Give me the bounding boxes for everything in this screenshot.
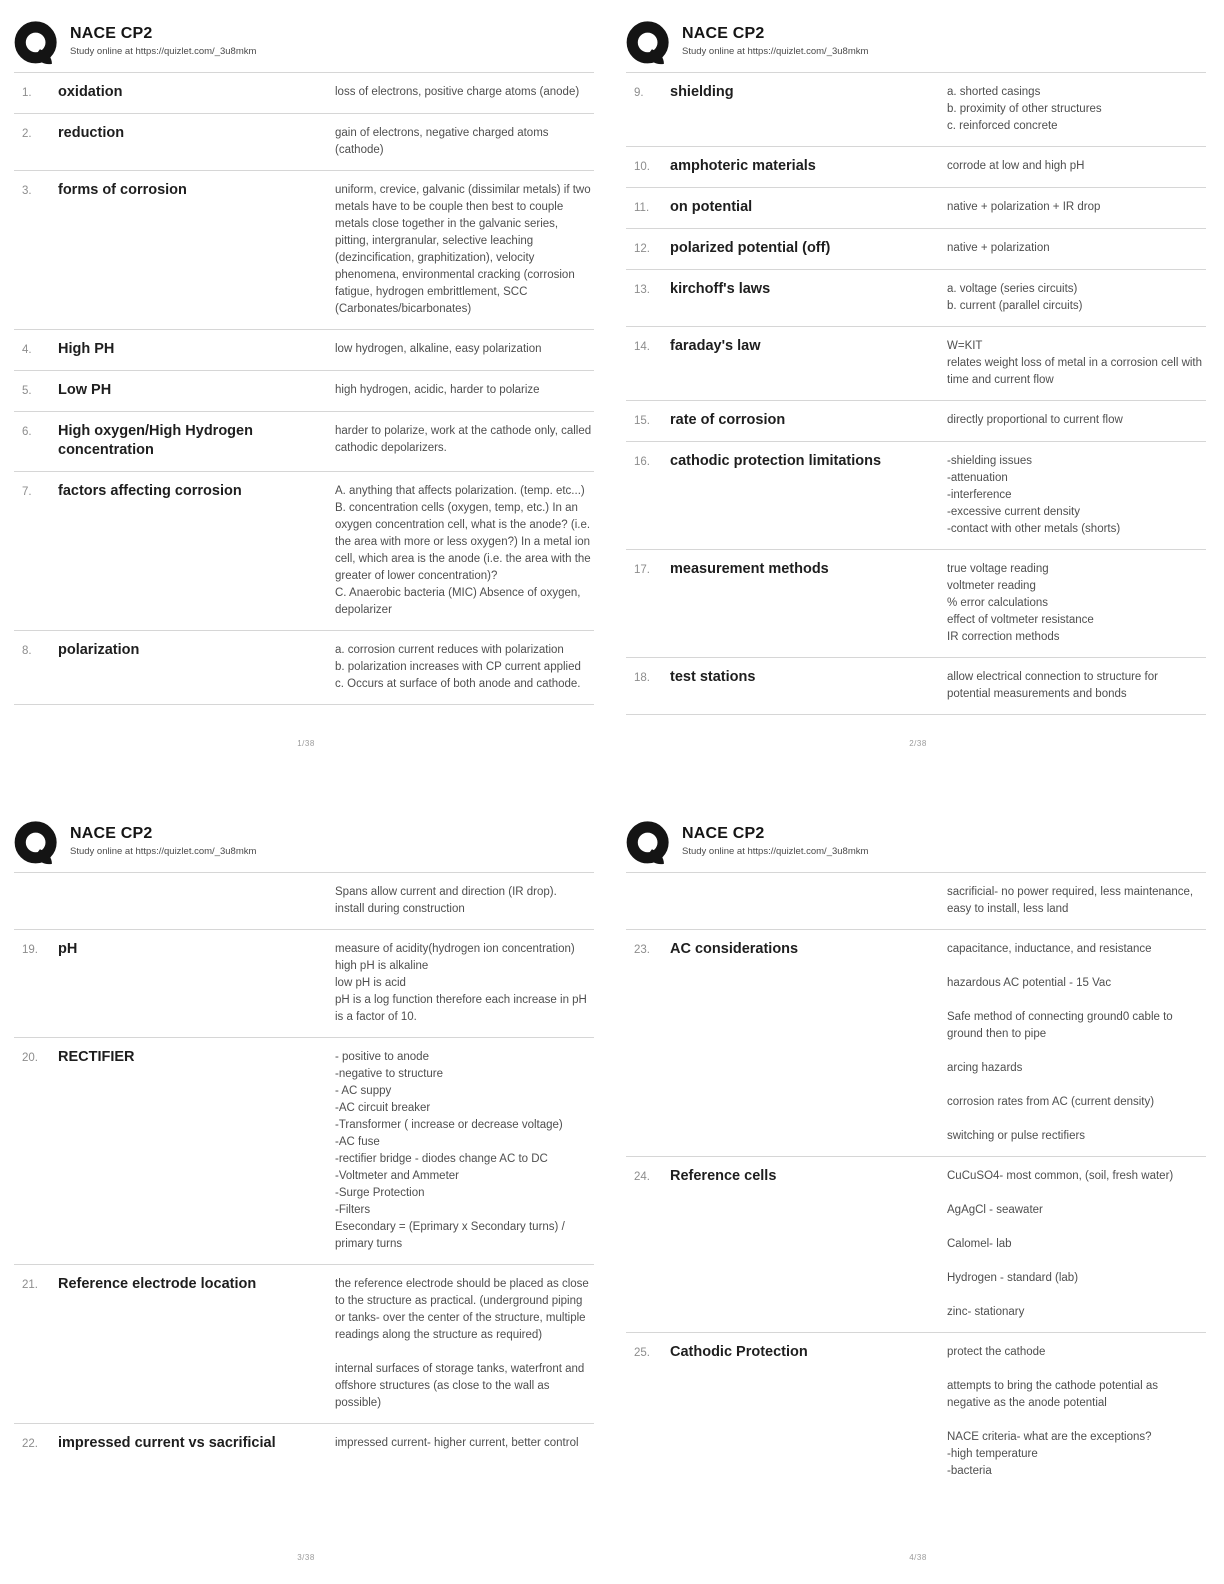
- term-number: 11.: [634, 202, 650, 214]
- term-text: oxidation: [58, 84, 123, 100]
- term-text: polarization: [58, 642, 140, 658]
- definition-line: install during construction: [335, 903, 465, 915]
- flashcard-row: [626, 929, 1206, 1156]
- flashcard-row: [14, 113, 594, 170]
- page-number: 1/38: [297, 739, 315, 748]
- flashcard-row: [626, 441, 1206, 549]
- flashcard-row: [626, 1156, 1206, 1332]
- definition-text: [335, 482, 592, 619]
- definition-text: [947, 668, 1204, 703]
- definition-gap: [947, 1185, 1204, 1202]
- set-title: NACE CP2: [70, 825, 153, 842]
- page-3: [0, 792, 612, 1584]
- definition-text: [947, 1343, 1204, 1480]
- set-title: NACE CP2: [682, 825, 765, 842]
- term-text: amphoteric materials: [670, 158, 816, 174]
- definition-line: native + polarization: [947, 242, 1050, 254]
- definition-text: [947, 411, 1204, 430]
- term-text: forms of corrosion: [58, 182, 187, 198]
- definition-text: [335, 1048, 592, 1253]
- definition-line: c. Occurs at surface of both anode and cathode.: [335, 678, 581, 690]
- definition-text: [947, 337, 1204, 389]
- definition-gap: [947, 1287, 1204, 1304]
- definition-line: high hydrogen, acidic, harder to polarize: [335, 384, 540, 396]
- flashcard-row: [626, 400, 1206, 441]
- definition-text: [947, 1167, 1204, 1321]
- term-text: pH: [58, 941, 78, 957]
- header-text: [682, 820, 868, 857]
- definition-text: [947, 239, 1204, 258]
- definition-text: [335, 124, 592, 159]
- definition-line: allow electrical connection to structure for potential measurements and bonds: [947, 671, 1158, 700]
- term-text: polarized potential (off): [670, 240, 831, 256]
- term-text: High PH: [58, 341, 115, 357]
- definition-gap: [947, 992, 1204, 1009]
- term-text: Reference electrode location: [58, 1276, 257, 1292]
- definition-text: [947, 560, 1204, 646]
- term-number: 7.: [22, 486, 32, 498]
- definition-line: harder to polarize, work at the cathode only, called cathodic depolarizers.: [335, 425, 592, 454]
- definition-gap: [947, 958, 1204, 975]
- definition-line: internal surfaces of storage tanks, waterfront and offshore structures (as close to the wall as possible): [335, 1363, 585, 1409]
- definition-line: corrode at low and high pH: [947, 160, 1085, 172]
- term-number: 17.: [634, 564, 650, 576]
- definition-line: AgAgCl - seawater: [947, 1204, 1043, 1216]
- term-text: test stations: [670, 669, 756, 685]
- term-number: 18.: [634, 672, 650, 684]
- term-text: measurement methods: [670, 561, 829, 577]
- definition-text: [947, 280, 1204, 315]
- term-number: 1.: [22, 87, 32, 99]
- definition-line: -contact with other metals (shorts): [947, 523, 1121, 535]
- flashcard-row: [14, 411, 594, 471]
- term-number: 6.: [22, 426, 32, 438]
- definition-line: Spans allow current and direction (IR drop).: [335, 886, 557, 898]
- term-number: [634, 883, 670, 918]
- definition-line: -AC fuse: [335, 1136, 380, 1148]
- definition-line: IR correction methods: [947, 631, 1060, 643]
- definition-line: B. concentration cells (oxygen, temp, etc.) In an oxygen concentration cell, what is the anode? (i.e. the area with more or less oxygen?) In a metal ion cell, which area is the anode (i.e. the area with the greater of lower concentration)?: [335, 502, 591, 582]
- definition-line: uniform, crevice, galvanic (dissimilar metals) if two metals have to be couple then best to couple metals close together in the galvanic series, pitting, intergranular, selective leaching (dezincification, graphitization), velocity phenomena, environmental cracking (corrosion fatigue, hydrogen embrittlement, SCC (Carbonates/bicarbonates): [335, 184, 591, 315]
- definition-line: -excessive current density: [947, 506, 1080, 518]
- definition-text: [947, 940, 1204, 1145]
- definition-line: gain of electrons, negative charged atoms (cathode): [335, 127, 549, 156]
- definition-line: zinc- stationary: [947, 1306, 1025, 1318]
- definition-line: NACE criteria- what are the exceptions?: [947, 1431, 1152, 1443]
- definition-line: -AC circuit breaker: [335, 1102, 431, 1114]
- flashcard-row: [14, 329, 594, 370]
- term-text: Reference cells: [670, 1168, 777, 1184]
- definition-line: -Voltmeter and Ammeter: [335, 1170, 459, 1182]
- page-header: [626, 20, 1206, 69]
- term-text: rate of corrosion: [670, 412, 786, 428]
- definition-line: measure of acidity(hydrogen ion concentration): [335, 943, 575, 955]
- page-4: [612, 792, 1224, 1584]
- flashcard-row: [14, 1037, 594, 1264]
- definition-line: c. reinforced concrete: [947, 120, 1058, 132]
- definition-line: relates weight loss of metal in a corrosion cell with time and current flow: [947, 357, 1203, 386]
- flashcard-row-continuation: [14, 872, 594, 929]
- definition-gap: [947, 1219, 1204, 1236]
- definition-line: - AC suppy: [335, 1085, 392, 1097]
- flashcard-row: [14, 630, 594, 704]
- term-text: factors affecting corrosion: [58, 483, 242, 499]
- header-text: [70, 820, 256, 857]
- definition-line: directly proportional to current flow: [947, 414, 1123, 426]
- definition-line: native + polarization + IR drop: [947, 201, 1101, 213]
- definition-gap: [335, 1344, 592, 1361]
- term-text: High oxygen/High Hydrogen concentration: [58, 423, 253, 458]
- flashcard-row: [626, 1332, 1206, 1491]
- definition-text: [335, 83, 592, 102]
- definition-line: % error calculations: [947, 597, 1048, 609]
- term-text: RECTIFIER: [58, 1049, 135, 1065]
- term-number: 13.: [634, 284, 650, 296]
- definition-line: attempts to bring the cathode potential as negative as the anode potential: [947, 1380, 1158, 1409]
- definition-line: A. anything that affects polarization. (temp. etc...): [335, 485, 585, 497]
- definition-text: [335, 381, 592, 400]
- definition-gap: [947, 1077, 1204, 1094]
- definition-line: W=KIT: [947, 340, 983, 352]
- flashcard-row: [626, 187, 1206, 228]
- flashcard-row: [626, 549, 1206, 657]
- definition-line: Safe method of connecting ground0 cable to ground then to pipe: [947, 1011, 1173, 1040]
- page-2: [612, 0, 1224, 792]
- definition-line: loss of electrons, positive charge atoms (anode): [335, 86, 580, 98]
- flashcard-row: [14, 370, 594, 411]
- definition-line: pH is a log function therefore each increase in pH is a factor of 10.: [335, 994, 587, 1023]
- definition-line: b. proximity of other structures: [947, 103, 1102, 115]
- definition-line: switching or pulse rectifiers: [947, 1130, 1086, 1142]
- definition-line: impressed current- higher current, better control: [335, 1437, 579, 1449]
- definition-line: arcing hazards: [947, 1062, 1023, 1074]
- definition-line: - positive to anode: [335, 1051, 429, 1063]
- definition-line: b. polarization increases with CP current applied: [335, 661, 581, 673]
- definition-line: Hydrogen - standard (lab): [947, 1272, 1079, 1284]
- term-number: 2.: [22, 128, 32, 140]
- flashcard-row: [626, 269, 1206, 326]
- term-number: 19.: [22, 944, 38, 956]
- term-number: 10.: [634, 161, 650, 173]
- term-number: 22.: [22, 1438, 38, 1450]
- term-number: 8.: [22, 645, 32, 657]
- page-1: [0, 0, 612, 792]
- flashcard-row: [14, 1423, 594, 1464]
- page-number: 3/38: [297, 1553, 315, 1562]
- flashcard-row: [14, 170, 594, 329]
- definition-text: [335, 1275, 592, 1412]
- term-number: 23.: [634, 944, 650, 956]
- definition-line: a. voltage (series circuits): [947, 283, 1078, 295]
- definition-line: -Filters: [335, 1204, 371, 1216]
- flashcard-row: [626, 228, 1206, 269]
- header-text: [70, 20, 256, 57]
- flashcard-row-continuation: [626, 872, 1206, 929]
- definition-line: corrosion rates from AC (current density): [947, 1096, 1155, 1108]
- definition-text: [335, 940, 592, 1026]
- definition-line: -negative to structure: [335, 1068, 444, 1080]
- header-text: [682, 20, 868, 57]
- definition-text: [947, 83, 1204, 135]
- study-online-link[interactable]: Study online at https://quizlet.com/_3u8mkm: [682, 846, 869, 857]
- definition-text: [335, 883, 592, 918]
- term-number: 12.: [634, 243, 650, 255]
- definition-line: -Surge Protection: [335, 1187, 425, 1199]
- definition-line: -interference: [947, 489, 1012, 501]
- term-number: 15.: [634, 415, 650, 427]
- page-header: [626, 820, 1206, 869]
- term-number: 5.: [22, 385, 32, 397]
- term-text: shielding: [670, 84, 734, 100]
- term-number: 3.: [22, 185, 32, 197]
- flashcard-list: [626, 872, 1206, 1491]
- flashcard-row: [626, 326, 1206, 400]
- definition-line: Calomel- lab: [947, 1238, 1012, 1250]
- flashcard-row: [626, 657, 1206, 714]
- flashcard-list: [14, 872, 594, 1464]
- definition-text: [335, 1434, 592, 1453]
- definition-text: [947, 883, 1204, 918]
- definition-line: low pH is acid: [335, 977, 406, 989]
- definition-text: [335, 422, 592, 460]
- definition-line: capacitance, inductance, and resistance: [947, 943, 1152, 955]
- term-text: AC considerations: [670, 941, 799, 957]
- term-text: on potential: [670, 199, 753, 215]
- definition-gap: [947, 1043, 1204, 1060]
- definition-line: the reference electrode should be placed as close to the structure as practical. (underground piping or tanks- over the center of the structure, multiple readings along the structure as required): [335, 1278, 589, 1341]
- definition-line: -attenuation: [947, 472, 1008, 484]
- term-number: 25.: [634, 1347, 650, 1359]
- study-online-link[interactable]: Study online at https://quizlet.com/_3u8mkm: [70, 846, 257, 857]
- definition-line: high pH is alkaline: [335, 960, 429, 972]
- term-number: 9.: [634, 87, 644, 99]
- page-header: [14, 20, 594, 69]
- term-number: 16.: [634, 456, 650, 468]
- definition-line: -bacteria: [947, 1465, 992, 1477]
- study-online-link[interactable]: Study online at https://quizlet.com/_3u8mkm: [70, 46, 257, 57]
- definition-line: low hydrogen, alkaline, easy polarization: [335, 343, 542, 355]
- definition-line: -high temperature: [947, 1448, 1038, 1460]
- definition-text: [335, 641, 592, 693]
- flashcard-row: [14, 929, 594, 1037]
- definition-text: [947, 452, 1204, 538]
- page-header: [14, 820, 594, 869]
- term-number: 20.: [22, 1052, 38, 1064]
- definition-line: CuCuSO4- most common, (soil, fresh water): [947, 1170, 1174, 1182]
- quizlet-logo-icon: [626, 21, 671, 69]
- set-title: NACE CP2: [70, 25, 153, 42]
- term-text: [670, 883, 947, 918]
- flashcard-list: [14, 72, 594, 705]
- definition-line: protect the cathode: [947, 1346, 1046, 1358]
- definition-text: [947, 198, 1204, 217]
- term-number: 14.: [634, 341, 650, 353]
- definition-line: sacrificial- no power required, less maintenance, easy to install, less land: [947, 886, 1194, 915]
- term-number: 4.: [22, 344, 32, 356]
- definition-line: a. corrosion current reduces with polarization: [335, 644, 564, 656]
- definition-line: -Transformer ( increase or decrease voltage): [335, 1119, 563, 1131]
- set-title: NACE CP2: [682, 25, 765, 42]
- definition-gap: [947, 1361, 1204, 1378]
- definition-line: -shielding issues: [947, 455, 1033, 467]
- definition-text: [335, 181, 592, 318]
- flashcard-row: [14, 72, 594, 113]
- page-number: 4/38: [909, 1553, 927, 1562]
- page-number: 2/38: [909, 739, 927, 748]
- definition-gap: [947, 1412, 1204, 1429]
- term-text: kirchoff's laws: [670, 281, 771, 297]
- term-number: 21.: [22, 1279, 38, 1291]
- definition-gap: [947, 1253, 1204, 1270]
- definition-line: Esecondary = (Eprimary x Secondary turns) / primary turns: [335, 1221, 565, 1250]
- term-text: [58, 883, 335, 918]
- definition-line: effect of voltmeter resistance: [947, 614, 1094, 626]
- definition-text: [947, 157, 1204, 176]
- study-online-link[interactable]: Study online at https://quizlet.com/_3u8mkm: [682, 46, 869, 57]
- flashcard-list: [626, 72, 1206, 715]
- quizlet-logo-icon: [14, 21, 59, 69]
- term-text: Cathodic Protection: [670, 1344, 808, 1360]
- flashcard-row: [626, 72, 1206, 146]
- flashcard-row: [14, 1264, 594, 1423]
- definition-line: a. shorted casings: [947, 86, 1041, 98]
- definition-text: [335, 340, 592, 359]
- term-number: 24.: [634, 1171, 650, 1183]
- term-text: reduction: [58, 125, 125, 141]
- quizlet-logo-icon: [626, 821, 671, 869]
- term-text: impressed current vs sacrificial: [58, 1435, 276, 1451]
- flashcard-row: [626, 146, 1206, 187]
- definition-line: hazardous AC potential - 15 Vac: [947, 977, 1112, 989]
- flashcard-row: [14, 471, 594, 630]
- definition-line: true voltage reading: [947, 563, 1049, 575]
- term-text: faraday's law: [670, 338, 761, 354]
- definition-line: C. Anaerobic bacteria (MIC) Absence of oxygen, depolarizer: [335, 587, 581, 616]
- term-text: cathodic protection limitations: [670, 453, 882, 469]
- definition-line: voltmeter reading: [947, 580, 1036, 592]
- quizlet-logo-icon: [14, 821, 59, 869]
- definition-gap: [947, 1111, 1204, 1128]
- term-text: Low PH: [58, 382, 112, 398]
- definition-line: b. current (parallel circuits): [947, 300, 1083, 312]
- definition-line: -rectifier bridge - diodes change AC to DC: [335, 1153, 548, 1165]
- term-number: [22, 883, 58, 918]
